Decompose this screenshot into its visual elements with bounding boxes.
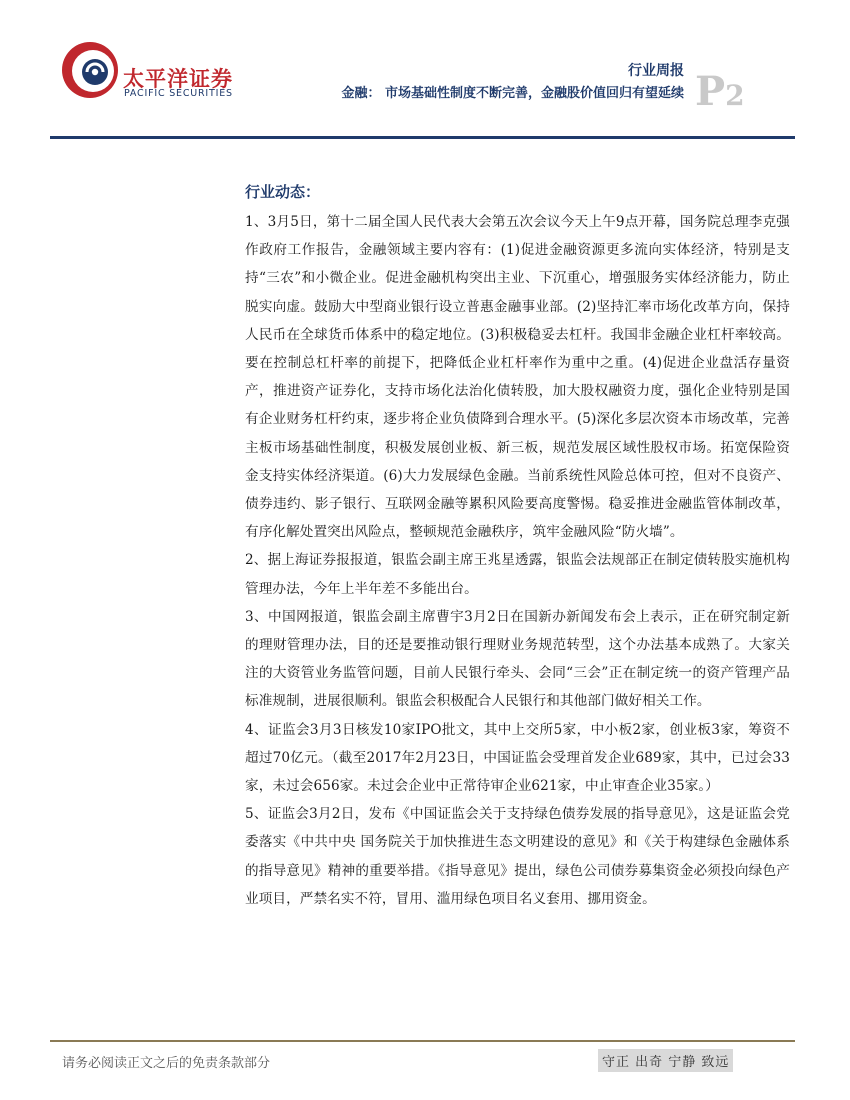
news-item-4: 4、证监会3月3日核发10家IPO批文，其中上交所5家，中小板2家，创业板3家，筹资不超过70亿元。（截至2017年2月23日，中国证监会受理首发企业689家，其中，已过会33家，未过会656家。未过会企业中正常待审企业621家，中止审查企业35家。） (245, 721, 790, 795)
footer-divider (50, 1040, 795, 1042)
news-item-5: 5、证监会3月2日，发布《中国证监会关于支持绿色债券发展的指导意见》，这是证监会党委落实《中共中央 国务院关于加快推进生态文明建设的意见》和《关于构建绿色金融体系的指导意见》精神的重要举措。《指导意见》提出，绿色公司债券募集资金必须投向绿色产业项目，严禁名实不符，冒用、滥用绿色项目名义套用、挪用资金。 (245, 806, 790, 907)
news-item-3: 3、中国网报道，银监会副主席曹宇3月2日在国新办新闻发布会上表示，正在研究制定新的理财管理办法，目的还是要推动银行理财业务规范转型，这个办法基本成熟了。大家关注的大资管业务监管问题，目前人民银行牵头、会同“三会”正在制定统一的资产管理产品标准规制，进展很顺利。银监会积极配合人民银行和其他部门做好相关工作。 (245, 608, 790, 710)
news-item-2: 2、据上海证券报报道，银监会副主席王兆星透露，银监会法规部正在制定债转股实施机构管理办法，今年上半年差不多能出台。 (245, 552, 790, 597)
news-item-1: 1、3月5日，第十二届全国人民代表大会第五次会议今天上午9点开幕，国务院总理李克强作政府工作报告，金融领域主要内容有：(1)促进金融资源更多流向实体经济，特别是支持“三农”和小微企业。促进金融机构突出主业、下沉重心，增强服务实体经济能力，防止脱实向虚。鼓励大中型商业银行设立普惠金融事业部。(2)坚持汇率市场化改革方向，保持人民币在全球货币体系中的稳定地位。(3)积极稳妥去杠杆。我国非金融企业杠杆率较高。要在控制总杠杆率的前提下，把降低企业杠杆率作为重中之重。(4)促进企业盘活存量资产，推进资产证券化，支持市场化法治化债转股，加大股权融资力度，强化企业特别是国有企业财务杠杆约束，逐步将企业负债降到合理水平。(5)深化多层次资本市场改革，完善主板市场基础性制度，积极发展创业板、新三板，规范发展区域性股权市场。拓宽保险资金支持实体经济渠道。(6)大力发展绿色金融。当前系统性风险总体可控，但对不良资产、债券违约、影子银行、互联网金融等累积风险要高度警惕。稳妥推进金融监管体制改革，有序化解处置突出风险点，整顿规范金融秩序，筑牢金融风险“防火墙”。 (245, 214, 790, 541)
brand-name-cn: 太平洋证券 (123, 67, 233, 91)
pacific-securities-logo (60, 40, 120, 100)
main-content (245, 180, 790, 913)
header-divider (50, 136, 795, 139)
footer-disclaimer: 请务必阅读正文之后的免责条款部分 (62, 1056, 271, 1071)
section-title: 行业动态： (245, 183, 321, 201)
page-number (695, 70, 745, 118)
report-type: 行业周报 (628, 63, 684, 79)
page-prefix: P (695, 68, 726, 115)
report-title: 金融： 市场基础性制度不断完善，金融股价值回归有望延续 (341, 86, 684, 101)
page-number-value: 2 (725, 79, 745, 112)
footer-motto: 守正 出奇 宁静 致远 (598, 1049, 733, 1072)
page-header (0, 0, 850, 140)
brand-name-en: PACIFIC SECURITIES (124, 88, 233, 99)
